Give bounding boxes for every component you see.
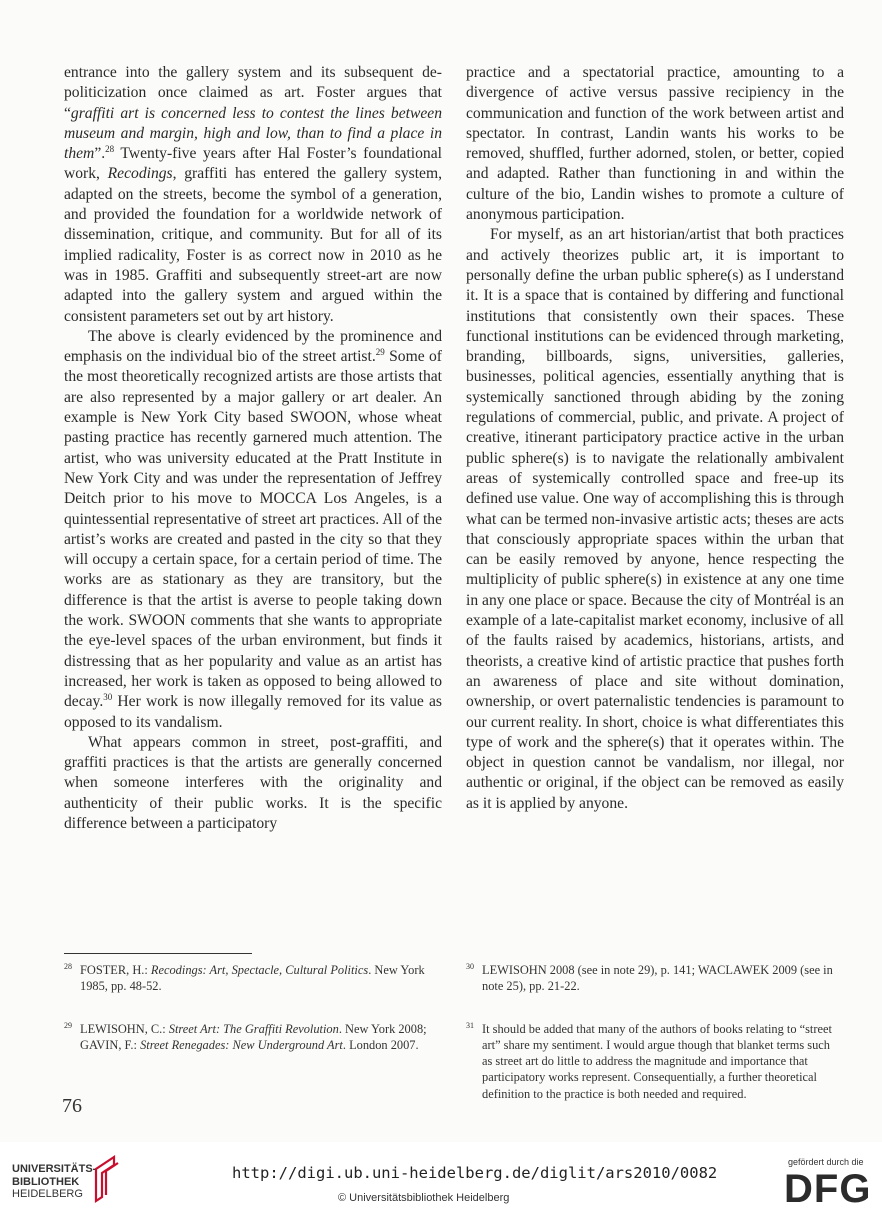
footnote-text: LEWISOHN 2008 (see in note 29), p. 141; WACLAWEK 2009 (see in note 25), pp. 21-22.: [482, 963, 833, 994]
paragraph: The above is clearly evidenced by the prominence and emphasis on the individual bio of the street artist.$^{29}$ Some of the most theoretically recognized artists are those artists that are also represented by a major gallery or art dealer. An example is New York City based SWOON, whose wheat pasting practice has recently garnered much attention. The artist, who was university educated at the Pratt Institute in New York City and was under the representation of Jeffrey Deitch prior to his move to MOCCA Los Angeles, is a quintessential representative of street art practices. All of the artist’s works are created and pasted in the city so that they will occupy a certain space, for a certain period of time. The works are as stationary as they are transitory, but the difference is that the artist is averse to people taking down the work. SWOON comments that she wants to appropriate the eye-level spaces of the urban environment, but finds it distressing that as her popularity and value as an artist has increased, her work is taken as opposed to being allowed to decay.$^{30}$ Her work is now illegally removed for its value as opposed to its vandalism.: [64, 327, 443, 731]
footnotes-left: [64, 962, 436, 1079]
footnote: [466, 962, 838, 995]
paragraph: For myself, as an art historian/artist that both practices and actively theorizes public art, it is important to personally define the urban public sphere(s) as I understand it. It is a space that is contained by differing and functional institutions that consistently own their spaces. These functional institutions can be evidenced through marketing, branding, billboards, signs, universities, galleries, businesses, political agencies, essentially anything that is systemically sanctioned through abiding by the zoning regulations of commercial, public, and private. A project of creative, itinerant participatory practice active in the urban public sphere(s) is to navigate the relationally ambivalent areas of systemically controlled space and free-up its defined use value. One way of accomplishing this is through what can be termed non-invasive artistic acts; theses are acts that consciously appropriate spaces within the urban that can be easily removed by anyone, hence respecting the multiplicity of public sphere(s) in existence at any one time in any one place or space. Because the city of Montréal is an example of a late-capitalist market economy, inclusive of all of the faults raised by academics, historians, artists, and theorists, a creative kind of artistic practice that pushes forth an awareness of place and site without domination, ownership, or overt paternalistic tendencies is paramount to our current reality. In short, choice is what differentiates this type of work and the sphere(s) that it operates within. The object in question cannot be vandalism, nor illegal, nor authentic or original, if the object can be removed as easily as it is applied by anyone.: [466, 226, 845, 812]
page-number: 76: [62, 1095, 82, 1117]
footnote-ref[interactable]: 28: [105, 144, 115, 155]
right-text-column: [466, 63, 844, 814]
footnote: [64, 1021, 436, 1054]
paragraph: entrance into the gallery system and its subsequent de-politicization once claimed as art. Foster argues that “graffiti art is concerned less to contest the lines between museum and margin, high and low, than to find a place in them”.$^{28}$ Twenty-five years after Hal Foster’s foundational work, Recodings, graffiti has entered the gallery system, adapted on the streets, become the symbol of a generation, and provided the foundation for a worldwide network of dissemination, critique, and community. But for all of its implied radicality, Foster is as correct now in 2010 as he was in 1985. Graffiti and subsequently street-art are now adapted into the gallery system and argued within the consistent parameters set out by art history.: [64, 64, 442, 325]
footnotes-right: [466, 962, 838, 1128]
quotation: graffiti art is concerned less to contest the lines between museum and margin, high and low, than to find a place in them: [64, 104, 442, 163]
paragraph: practice and a spectatorial practice, amounting to a divergence of active versus passive recipiency in the communication and function of the work between artist and spectator. In contrast, Landin wants his works to be removed, shuffled, further adorned, stolen, or better, copied and adapted. Rather than functioning in and within the culture of the bio, Landin wishes to promote a culture of anonymous participation.: [466, 64, 844, 224]
footnote-number: 30: [466, 962, 474, 971]
library-logo-text[interactable]: UNIVERSITÄTS- BIBLIOTHEK HEIDELBERG: [12, 1163, 97, 1200]
dfg-logo[interactable]: DFG: [784, 1167, 872, 1211]
footnote-text: It should be added that many of the authors of books relating to “street art” share my sentiment. I would argue though that blanket terms such as street art do little to address the magnitude and importance that participatory works represent. Consequentially, a further theoretical definition to the practice is both needed and required.: [482, 1021, 832, 1101]
left-text-column: [64, 63, 442, 834]
footnote-text: LEWISOHN, C.: Street Art: The Graffiti Revolution. New York 2008; GAVIN, F.: Street Renegades: New Underground Art. London 2007.: [80, 1021, 427, 1052]
copyright-notice: © Universitätsbibliothek Heidelberg: [338, 1192, 510, 1204]
funding-label: gefördert durch die: [788, 1157, 864, 1167]
library-logo-icon[interactable]: [88, 1155, 122, 1205]
footnote: [64, 962, 436, 995]
book-title: Recodings: [107, 165, 173, 183]
footnote-ref[interactable]: 30: [103, 692, 113, 703]
permalink-url[interactable]: http://digi.ub.uni-heidelberg.de/diglit/ars2010/0082: [232, 1164, 718, 1182]
footnote-divider: [64, 953, 252, 954]
footnote: [466, 1021, 838, 1102]
footnote-number: 28: [64, 962, 72, 971]
footnote-ref[interactable]: 29: [375, 347, 385, 358]
footnote-number: 29: [64, 1020, 72, 1030]
footnote-number: 31: [466, 1020, 474, 1030]
footnote-text: FOSTER, H.: Recodings: Art, Spectacle, Cultural Politics. New York 1985, pp. 48-52.: [80, 963, 425, 994]
paragraph: What appears common in street, post-graffiti, and graffiti practices is that the artists are generally concerned when someone interferes with the originality and authenticity of their public works. It is the specific difference between a participatory: [64, 733, 442, 832]
